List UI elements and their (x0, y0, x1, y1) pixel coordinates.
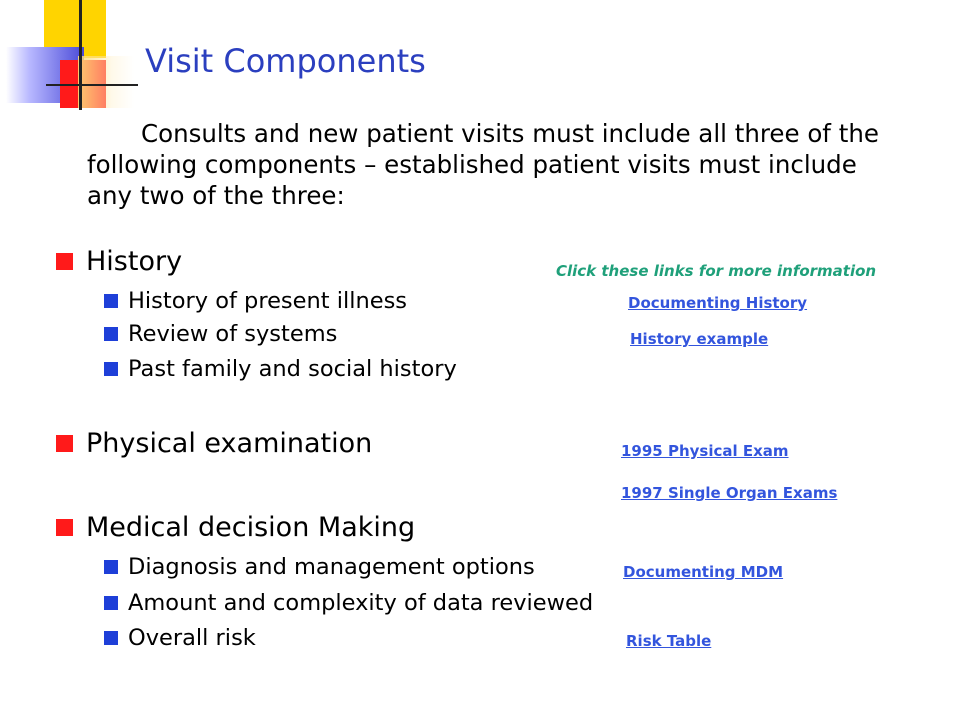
sub-bullet-diagnosis (104, 554, 535, 580)
blue-bullet-icon (104, 560, 118, 574)
sub-bullet-ros (104, 321, 337, 347)
fade-square (78, 56, 134, 108)
sub-bullet-pfsh (104, 356, 457, 382)
bullet-label: Medical decision Making (86, 512, 416, 543)
bullet-label: History (86, 246, 183, 277)
link-1997-single-organ-exams[interactable]: 1997 Single Organ Exams (621, 484, 838, 502)
blue-bullet-icon (104, 327, 118, 341)
link-1995-physical-exam[interactable]: 1995 Physical Exam (621, 442, 789, 460)
sub-bullet-data-reviewed (104, 590, 593, 616)
vertical-rule (79, 0, 82, 110)
bullet-history (56, 246, 182, 277)
link-history-example[interactable]: History example (630, 330, 769, 348)
link-documenting-history[interactable]: Documenting History (628, 294, 808, 312)
bullet-physical-exam (56, 428, 372, 459)
slide-title: Visit Components (145, 42, 426, 80)
sub-bullet-label: Amount and complexity of data reviewed (128, 590, 594, 616)
blue-bullet-icon (104, 294, 118, 308)
blue-bullet-icon (104, 631, 118, 645)
bullet-label: Physical examination (86, 428, 373, 459)
logo-squares-icon (0, 0, 140, 115)
link-documenting-mdm[interactable]: Documenting MDM (623, 563, 784, 581)
sub-bullet-hpi (104, 288, 407, 314)
sub-bullet-label: Overall risk (128, 625, 256, 651)
bullet-mdm (56, 512, 415, 543)
intro-text: Consults and new patient visits must include all three of the following components – established patient visits must include any two of the three: (87, 119, 879, 210)
link-risk-table[interactable]: Risk Table (626, 632, 712, 650)
sub-bullet-label: Review of systems (128, 321, 338, 347)
horizontal-rule (46, 84, 138, 86)
sub-bullet-label: Diagnosis and management options (128, 554, 535, 580)
red-bullet-icon (56, 519, 73, 536)
red-bullet-icon (56, 253, 73, 270)
links-hint: Click these links for more information (556, 262, 877, 280)
blue-bullet-icon (104, 596, 118, 610)
sub-bullet-label: History of present illness (128, 288, 408, 314)
sub-bullet-overall-risk (104, 625, 256, 651)
red-bullet-icon (56, 435, 73, 452)
blue-bullet-icon (104, 362, 118, 376)
intro-paragraph (87, 118, 887, 211)
sub-bullet-label: Past family and social history (128, 356, 457, 382)
